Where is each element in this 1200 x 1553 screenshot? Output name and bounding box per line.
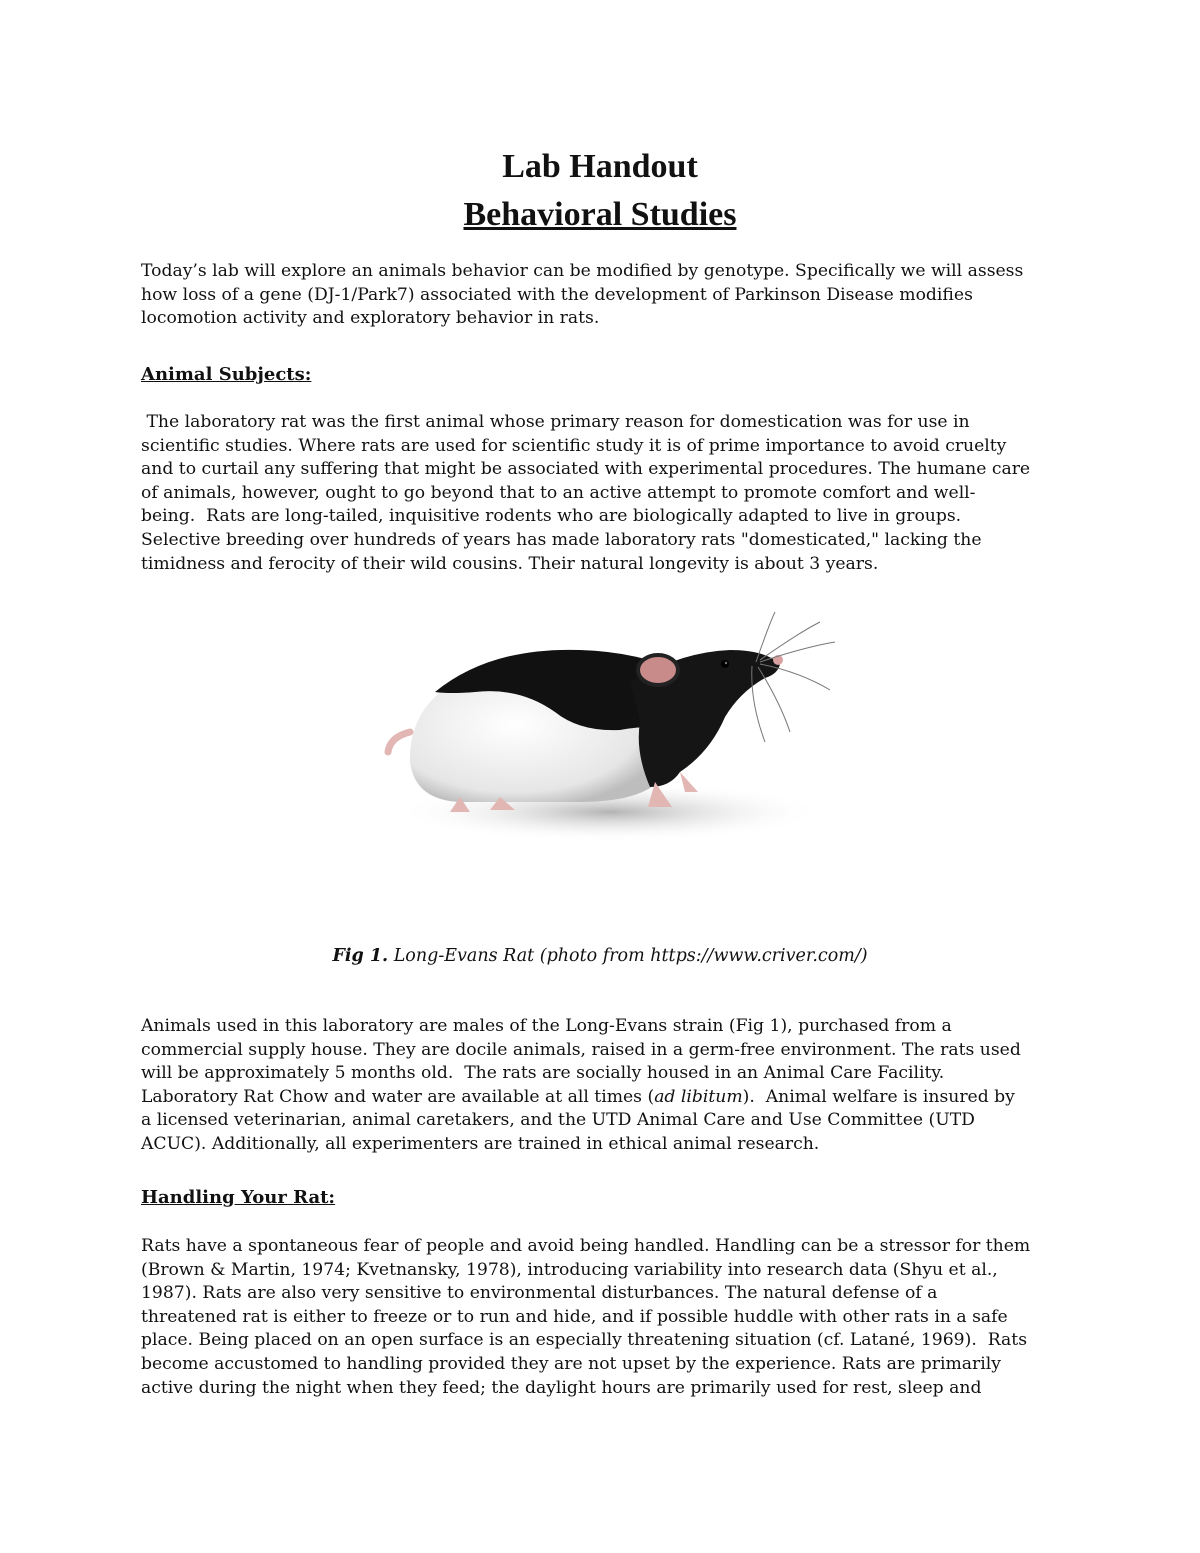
figure-caption-label: Fig 1. — [332, 946, 389, 966]
page-subtitle: Behavioral Studies — [463, 196, 737, 233]
text-line: timidness and ferocity of their wild cousins. Their natural longevity is about 3 years. — [141, 553, 879, 574]
emphasis-ad-libitum: ad libitum — [654, 1086, 743, 1107]
animals-paragraph — [141, 1015, 1066, 1157]
text-line: place. Being placed on an open surface is an especially threatening situation (cf. Latané, 1969). Rats — [141, 1330, 1028, 1351]
text-line: 1987). Rats are also very sensitive to environmental disturbances. The natural defense of a — [141, 1283, 938, 1304]
text-line: Animals used in this laboratory are males of the Long-Evans strain (Fig 1), purchased from a — [141, 1016, 952, 1036]
text-line: active during the night when they feed; the daylight hours are primarily used for rest, sleep and — [141, 1377, 982, 1398]
animal-subjects-paragraph — [141, 411, 1066, 576]
text-line: of animals, however, ought to go beyond that to an active attempt to promote comfort and well- — [141, 482, 976, 503]
page-title: Lab Handout — [502, 148, 698, 185]
figure-caption — [0, 946, 1200, 966]
rat-photo-icon — [380, 612, 840, 852]
text-line: Rats have a spontaneous fear of people and avoid being handled. Handling can be a stressor for them — [141, 1236, 1031, 1256]
text-line: become accustomed to handling provided they are not upset by the experience. Rats are primarily — [141, 1353, 1001, 1374]
intro-line: how loss of a gene (DJ-1/Park7) associated with the development of Parkinson Disease modifies — [141, 284, 973, 305]
text-line: and to curtail any suffering that might be associated with experimental procedures. The humane care — [141, 459, 1031, 480]
handling-paragraph — [141, 1235, 1066, 1400]
intro-paragraph — [141, 260, 1066, 331]
text-line: threatened rat is either to freeze or to run and hide, and if possible huddle with other rats in a safe — [141, 1306, 1008, 1327]
text-line: scientific studies. Where rats are used for scientific study it is of prime importance to avoid cruelty — [141, 435, 1007, 456]
text-line: being. Rats are long-tailed, inquisitive rodents who are biologically adapted to live in groups. — [141, 506, 962, 527]
intro-line: Today’s lab will explore an animals behavior can be modified by genotype. Specifically we will assess — [141, 261, 1024, 281]
text-line: ACUC). Additionally, all experimenters are trained in ethical animal research. — [141, 1133, 820, 1154]
section-heading-handling: Handling Your Rat: — [141, 1187, 336, 1208]
text-segment: Laboratory Rat Chow and water are available at all times ( — [141, 1086, 655, 1107]
text-line: The laboratory rat was the first animal whose primary reason for domestication was for use in — [141, 412, 970, 432]
figure-caption-text: Long-Evans Rat (photo from https://www.criver.com/) — [388, 946, 868, 966]
text-line: commercial supply house. They are docile animals, raised in a germ-free environment. The rats used — [141, 1039, 1021, 1060]
text-line: (Brown & Martin, 1974; Kvetnansky, 1978), introducing variability into research data (Shyu et al., — [141, 1259, 998, 1280]
intro-line: locomotion activity and exploratory behavior in rats. — [141, 308, 600, 329]
section-heading-animal-subjects: Animal Subjects: — [141, 364, 312, 385]
text-line: will be approximately 5 months old. The rats are socially housed in an Animal Care Facility. — [141, 1063, 945, 1084]
text-line: Selective breeding over hundreds of years has made laboratory rats "domesticated," lacking the — [141, 529, 982, 550]
text-segment: ). Animal welfare is insured by — [742, 1086, 1015, 1107]
text-line — [141, 1086, 1066, 1110]
text-line: a licensed veterinarian, animal caretakers, and the UTD Animal Care and Use Committee (UTD — [141, 1110, 975, 1131]
